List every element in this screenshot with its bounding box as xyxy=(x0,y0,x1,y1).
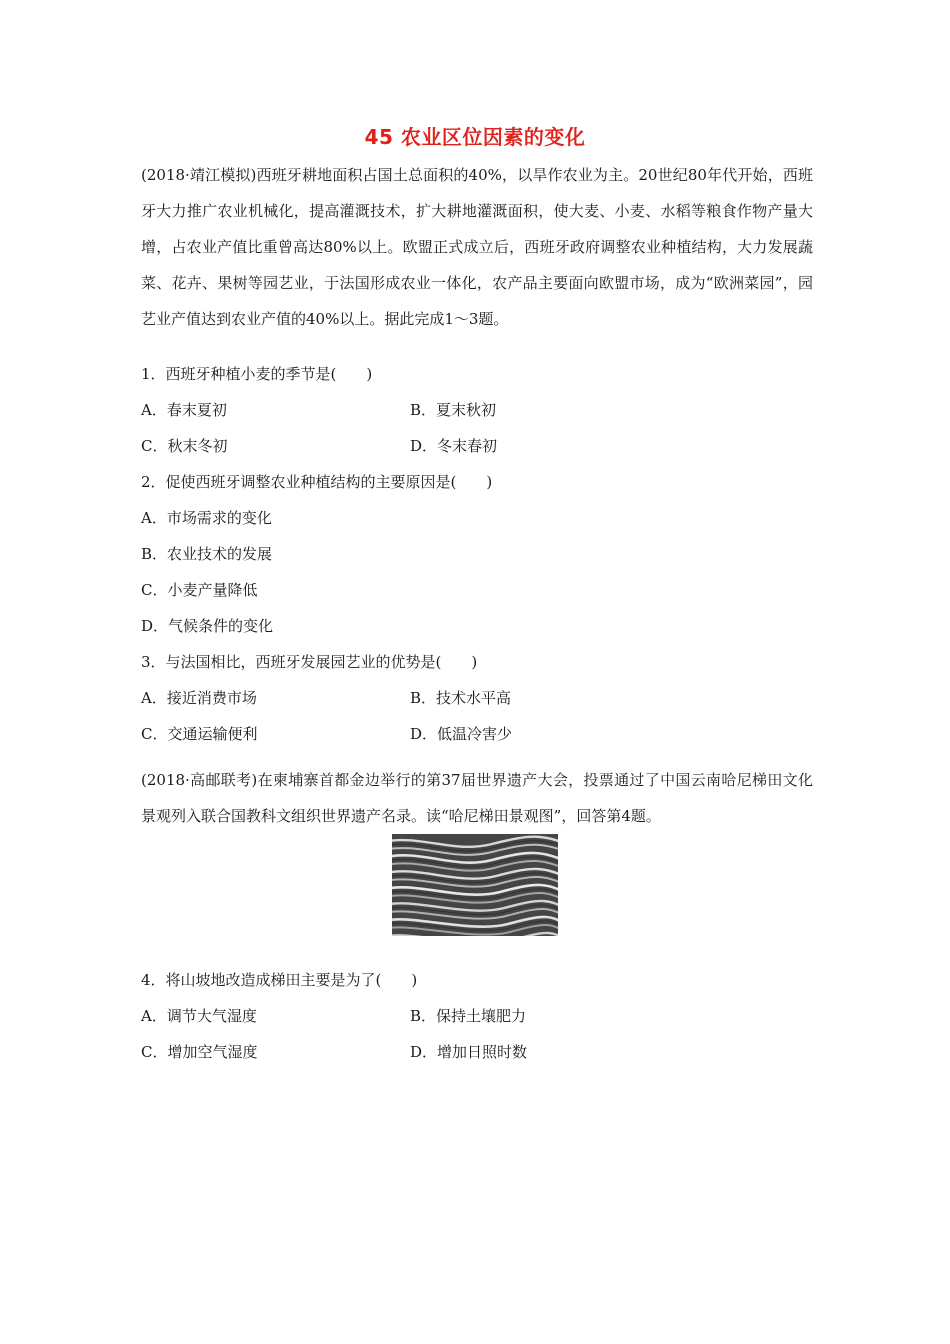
question-1-option-c: C．秋末冬初 xyxy=(141,437,228,455)
question-3-option-a: A．接近消费市场 xyxy=(141,689,257,707)
question-2-option-a: A．市场需求的变化 xyxy=(141,509,272,527)
question-1-option-d: D．冬末春初 xyxy=(410,437,498,455)
question-4-option-d: D．增加日照时数 xyxy=(410,1043,528,1061)
page-title: 45 农业区位因素的变化 xyxy=(364,125,586,149)
question-3-option-b: B．技术水平高 xyxy=(410,689,512,707)
question-4-option-c: C．增加空气湿度 xyxy=(141,1043,258,1061)
question-1-option-a: A．春末夏初 xyxy=(141,401,227,419)
intro-paragraph-2: (2018·高邮联考)在柬埔寨首都金边举行的第37届世界遗产大会，投票通过了中国云南哈尼梯田文化景观列入联合国教科文组织世界遗产名录。读“哈尼梯田景观图”，回答第4题。 xyxy=(141,771,813,825)
question-2-option-c: C．小麦产量降低 xyxy=(141,581,258,599)
terrace-landscape-image xyxy=(392,834,558,936)
question-3-option-d: D．低温冷害少 xyxy=(410,725,513,743)
intro-paragraph-1: (2018·靖江模拟)西班牙耕地面积占国土总面积的40%，以旱作农业为主。20世纪80年代开始，西班牙大力推广农业机械化，提高灌溉技术，扩大耕地灌溉面积，使大麦、小麦、水稻等粮食作物产量大增，占农业产值比重曾高达80%以上。欧盟正式成立后，西班牙政府调整农业种植结构，大力发展蔬菜、花卉、果树等园艺业，于法国形成农业一体化，农产品主要面向欧盟市场，成为“欧洲菜园”，园艺业产值达到农业产值的40%以上。据此完成1～3题。 xyxy=(141,166,813,328)
question-1-option-b: B．夏末秋初 xyxy=(410,401,497,419)
question-4-stem: 4．将山坡地改造成梯田主要是为了( ) xyxy=(141,971,418,989)
question-1-stem: 1．西班牙种植小麦的季节是( ) xyxy=(141,365,373,383)
question-4-option-b: B．保持土壤肥力 xyxy=(410,1007,527,1025)
question-4-option-a: A．调节大气湿度 xyxy=(141,1007,257,1025)
question-3-option-c: C．交通运输便利 xyxy=(141,725,258,743)
question-3-stem: 3．与法国相比，西班牙发展园艺业的优势是( ) xyxy=(141,653,478,671)
question-2-stem: 2．促使西班牙调整农业种植结构的主要原因是( ) xyxy=(141,473,493,491)
question-2-option-d: D．气候条件的变化 xyxy=(141,617,274,635)
question-2-option-b: B．农业技术的发展 xyxy=(141,545,273,563)
